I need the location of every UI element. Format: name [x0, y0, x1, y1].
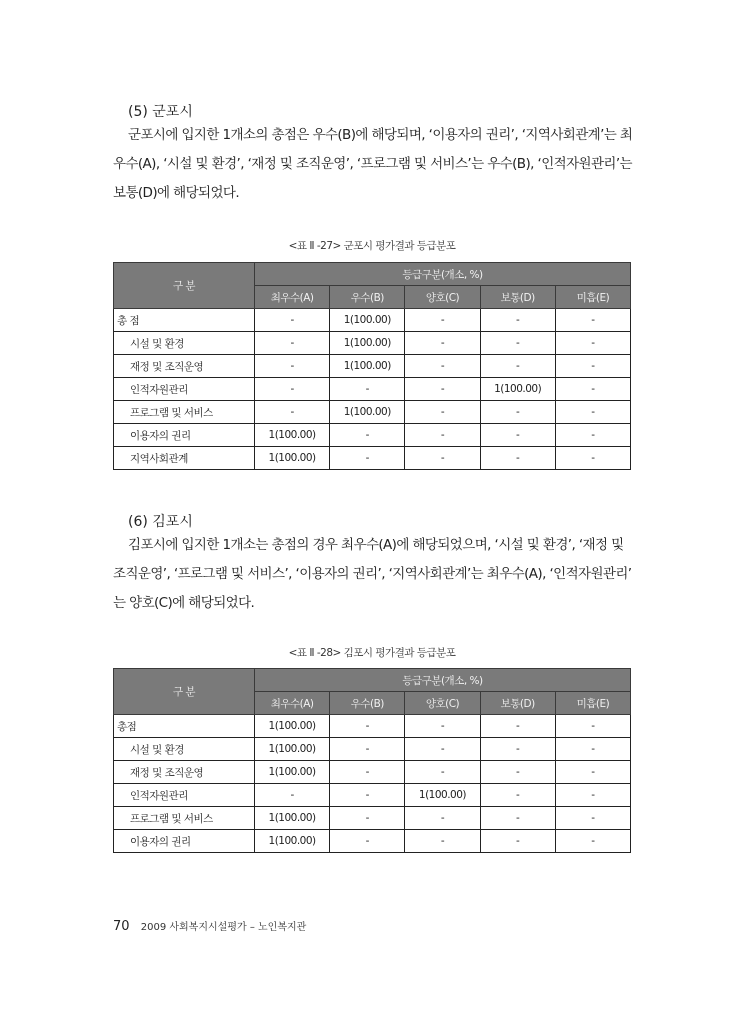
paragraph-line: 는 양호(C)에 해당되었다. — [113, 595, 255, 611]
section-heading-gimpo: (6) 김포시 — [128, 514, 193, 530]
table-cell: - — [405, 738, 480, 761]
table-cell: - — [405, 447, 480, 470]
table-cell: - — [555, 715, 630, 738]
table-cell: - — [255, 378, 330, 401]
table-cell: - — [405, 401, 480, 424]
table-cell: - — [330, 424, 405, 447]
table-cell: - — [480, 332, 555, 355]
row-label: 이용자의 권리 — [114, 830, 255, 853]
table-cell: - — [480, 447, 555, 470]
row-label: 지역사회관계 — [114, 447, 255, 470]
table-row — [114, 715, 631, 738]
row-label: 재정 및 조직운영 — [114, 761, 255, 784]
column-header-grade: 우수(B) — [330, 692, 405, 715]
table-cell: 1(100.00) — [255, 424, 330, 447]
table-cell: 1(100.00) — [330, 401, 405, 424]
table-cell: - — [480, 738, 555, 761]
table-cell: - — [555, 401, 630, 424]
column-header-grade: 보통(D) — [480, 286, 555, 309]
column-header-grade-group: 등급구분(개소, %) — [255, 263, 631, 286]
table-cell: - — [330, 738, 405, 761]
table-cell: 1(100.00) — [330, 332, 405, 355]
table-cell: - — [555, 447, 630, 470]
row-label: 이용자의 권리 — [114, 424, 255, 447]
table-row — [114, 738, 631, 761]
row-label: 시설 및 환경 — [114, 738, 255, 761]
table-cell: - — [330, 784, 405, 807]
row-label: 인적자원관리 — [114, 784, 255, 807]
table-cell: 1(100.00) — [480, 378, 555, 401]
table-cell: - — [555, 332, 630, 355]
table-row — [114, 332, 631, 355]
table-cell: - — [480, 401, 555, 424]
table-cell: - — [555, 309, 630, 332]
table-cell: - — [405, 715, 480, 738]
table-cell: - — [480, 784, 555, 807]
table-cell: - — [555, 378, 630, 401]
table-row — [114, 807, 631, 830]
table-row — [114, 447, 631, 470]
column-header-grade: 미흡(E) — [555, 286, 630, 309]
table-row — [114, 401, 631, 424]
row-label: 시설 및 환경 — [114, 332, 255, 355]
table-caption-gimpo: <표 Ⅱ -28> 김포시 평가결과 등급분포 — [288, 647, 456, 659]
paragraph-line: 군포시에 입지한 1개소의 총점은 우수(B)에 해당되며, ‘이용자의 권리’, ‘지역사회관계’는 최 — [128, 127, 633, 143]
table-cell: - — [255, 332, 330, 355]
table-cell: - — [480, 807, 555, 830]
table-cell: - — [405, 807, 480, 830]
column-header-grade: 양호(C) — [405, 692, 480, 715]
table-cell: - — [555, 738, 630, 761]
table-cell: - — [405, 309, 480, 332]
table-cell: - — [255, 355, 330, 378]
table-cell: 1(100.00) — [405, 784, 480, 807]
footer-title: 2009 사회복지시설평가 – 노인복지관 — [140, 922, 307, 933]
row-label: 총 점 — [114, 309, 255, 332]
table-cell: - — [330, 830, 405, 853]
table-row — [114, 784, 631, 807]
table-cell: 1(100.00) — [255, 830, 330, 853]
table-cell: 1(100.00) — [255, 447, 330, 470]
table-cell: - — [330, 715, 405, 738]
row-label: 총점 — [114, 715, 255, 738]
table-cell: - — [480, 830, 555, 853]
table-cell: - — [405, 355, 480, 378]
table-cell: 1(100.00) — [330, 355, 405, 378]
table-cell: - — [330, 378, 405, 401]
table-cell: 1(100.00) — [330, 309, 405, 332]
row-label: 프로그램 및 서비스 — [114, 807, 255, 830]
page-footer — [113, 918, 306, 934]
table-cell: 1(100.00) — [255, 761, 330, 784]
column-header-grade: 우수(B) — [330, 286, 405, 309]
page-number: 70 — [113, 919, 130, 934]
table-cell: - — [480, 761, 555, 784]
paragraph-line: 보통(D)에 해당되었다. — [113, 185, 240, 201]
table-cell: 1(100.00) — [255, 715, 330, 738]
table-cell: - — [330, 761, 405, 784]
table-cell: 1(100.00) — [255, 807, 330, 830]
table-cell: - — [255, 401, 330, 424]
table-cell: - — [555, 424, 630, 447]
table-cell: - — [405, 761, 480, 784]
row-label: 프로그램 및 서비스 — [114, 401, 255, 424]
table-row — [114, 830, 631, 853]
table-row — [114, 424, 631, 447]
table-cell: - — [405, 332, 480, 355]
table-row — [114, 309, 631, 332]
table-caption-gunpo: <표 Ⅱ -27> 군포시 평가결과 등급분포 — [288, 240, 456, 252]
table-cell: - — [405, 424, 480, 447]
row-label: 인적자원관리 — [114, 378, 255, 401]
paragraph-gunpo — [113, 121, 637, 208]
table-cell: - — [555, 807, 630, 830]
table-row — [114, 355, 631, 378]
column-header-grade: 최우수(A) — [255, 692, 330, 715]
column-header-grade: 보통(D) — [480, 692, 555, 715]
paragraph-gimpo — [113, 531, 637, 618]
table-cell: - — [555, 830, 630, 853]
table-cell: - — [330, 447, 405, 470]
grade-table-gimpo — [113, 668, 631, 853]
row-label: 재정 및 조직운영 — [114, 355, 255, 378]
table-row — [114, 378, 631, 401]
grade-table-gunpo — [113, 262, 631, 470]
table-cell: - — [555, 355, 630, 378]
column-header-grade: 양호(C) — [405, 286, 480, 309]
column-header-grade: 미흡(E) — [555, 692, 630, 715]
table-cell: - — [255, 309, 330, 332]
table-cell: - — [480, 309, 555, 332]
table-row — [114, 761, 631, 784]
section-heading-gunpo: (5) 군포시 — [128, 104, 193, 120]
column-header-category: 구 분 — [114, 669, 255, 715]
paragraph-line: 김포시에 입지한 1개소는 총점의 경우 최우수(A)에 해당되었으며, ‘시설 및 환경’, ‘재정 및 — [128, 537, 624, 553]
table-cell: - — [480, 715, 555, 738]
table-cell: - — [405, 378, 480, 401]
paragraph-line: 조직운영’, ‘프로그램 및 서비스’, ‘이용자의 권리’, ‘지역사회관계’는 최우수(A), ‘인적자원관리’ — [113, 566, 632, 582]
table-cell: - — [555, 784, 630, 807]
paragraph-line: 우수(A), ‘시설 및 환경’, ‘재정 및 조직운영’, ‘프로그램 및 서비스’는 우수(B), ‘인적자원관리’는 — [113, 156, 632, 172]
table-cell: - — [555, 761, 630, 784]
column-header-grade-group: 등급구분(개소, %) — [255, 669, 631, 692]
table-cell: - — [330, 807, 405, 830]
table-cell: - — [480, 355, 555, 378]
table-cell: - — [480, 424, 555, 447]
column-header-grade: 최우수(A) — [255, 286, 330, 309]
table-cell: 1(100.00) — [255, 738, 330, 761]
table-cell: - — [405, 830, 480, 853]
column-header-category: 구 분 — [114, 263, 255, 309]
table-cell: - — [255, 784, 330, 807]
